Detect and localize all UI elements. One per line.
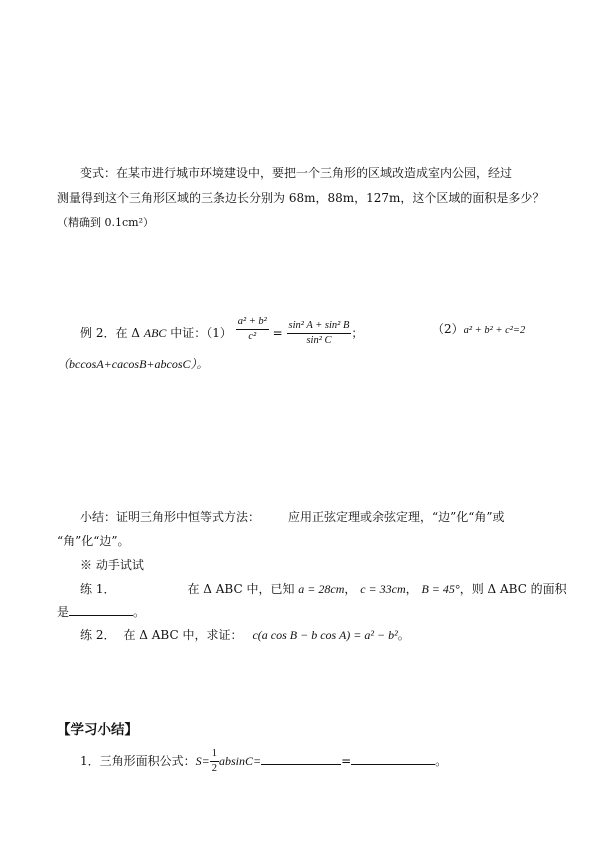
exercise-2: 练 2． 在 Δ ABC 中，求证： c(a cos B − b cos A) = a² − b²。 bbox=[80, 628, 410, 642]
fraction-right: $\frac{\text{sin² A + sin² B}}{\text{sin² C}}$ bbox=[288, 320, 350, 347]
summary-line-2: “角”化“边”。 bbox=[57, 534, 130, 548]
exercise-1: 练 1． 在 Δ ABC 中，已知 a = 28cm， c = 33cm， B = 45°，则 Δ ABC 的面积 bbox=[80, 582, 567, 596]
example2-line-1: 例 2．在 Δ ABC 中证：（1） $\frac{\text{a² + b²}}{\text{c²}}$ = $\frac{\text{sin² A + sin² B}}{\text{sin² C}}$ ； bbox=[80, 316, 364, 347]
formula-blank-2[interactable] bbox=[351, 752, 435, 765]
exercise-1-line-2: 是 。 bbox=[57, 605, 146, 619]
study-summary-heading: 【学习小结】 bbox=[57, 722, 138, 738]
answer-blank[interactable] bbox=[69, 603, 133, 616]
variant-line-1: 变式：在某市进行城市环境建设中，要把一个三角形的区域改造成室内公园，经过 bbox=[80, 166, 513, 180]
formula-blank-1[interactable] bbox=[261, 752, 341, 765]
practice-header: ※ 动手试试 bbox=[80, 558, 144, 572]
fraction-left: $\frac{\text{a² + b²}}{\text{c²}}$ bbox=[237, 316, 267, 343]
example2-prefix: 例 2．在 Δ bbox=[80, 326, 144, 341]
variant-line-3: （精确到 0.1cm²） bbox=[57, 216, 154, 229]
summary-line-1: 小结：证明三角形中恒等式方法： 应用正弦定理或余弦定理，“边”化“角”或 bbox=[80, 510, 505, 524]
example2-line-2: （bccosA+cacosB+abcosC）。 bbox=[57, 357, 209, 371]
half-fraction: $\frac{1}{2}$ bbox=[211, 748, 217, 775]
triangle-name: ABC bbox=[143, 326, 167, 341]
example2-mid: 中证：（1） bbox=[166, 326, 232, 341]
example2-part2: （2）a² + b² + c²=2 bbox=[432, 322, 526, 336]
area-formula-line: 1．三角形面积公式：S= $\frac{1}{2}$ absinC= = 。 bbox=[80, 748, 448, 775]
variant-line-2: 测量得到这个三角形区域的三条边长分别为 68m，88m，127m，这个区域的面积是多少？ bbox=[57, 191, 545, 205]
